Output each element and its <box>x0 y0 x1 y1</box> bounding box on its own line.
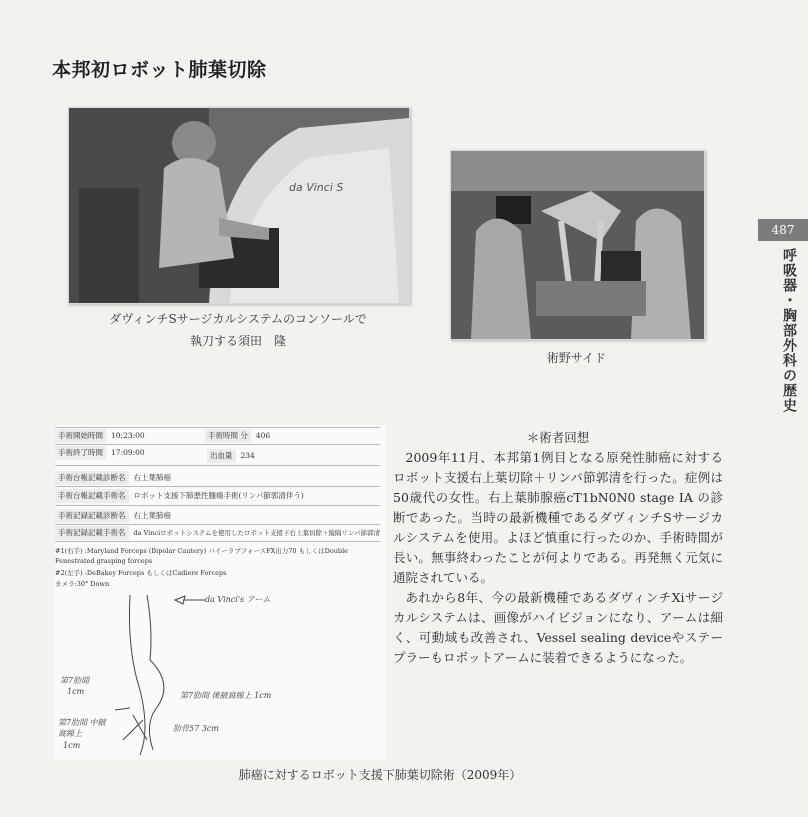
surgeon-recollection <box>393 428 723 668</box>
port-annotation-3-size: 1cm <box>63 741 81 750</box>
ledger-procedure-label: 手術台帳記載手術名 <box>55 489 129 503</box>
end-time-label: 手術終了時間 <box>55 446 106 460</box>
start-time-label: 手術開始時間 <box>55 429 106 443</box>
console-caption-line2: 執刀する須田 隆 <box>189 334 286 348</box>
blood-loss-label: 出血量 <box>207 449 236 463</box>
record-blood-row <box>207 449 255 463</box>
record-diagnosis-label: 手術記録記載診断名 <box>55 509 129 523</box>
record-duration-row <box>205 429 270 443</box>
essay-heading: ＊術者回想 <box>526 430 590 445</box>
console-photo-image <box>69 108 409 303</box>
essay-paragraph-1: 2009年11月、本邦第1例目となる原発性肺癌に対するロボット支援右上葉切除＋リンパ節郭清を行った。症例は50歳代の女性。右上葉肺腺癌cT1bN0N0 stage IA の診断であった。当時の最新機種であるダヴィンチSサージカルシステムを使用。よほど慎重に行ったのか、手術時間が長い。無事終わったことが何よりである。再発無く元気に通院されている。 <box>393 450 723 585</box>
page-title: 本邦初ロボット肺葉切除 <box>52 59 267 81</box>
record-start-row <box>55 429 145 443</box>
blood-loss-value: 234 <box>240 451 255 460</box>
record-procedure-label: 手術記録記載手術名 <box>55 526 129 540</box>
record-diagnosis-value: 右上葉肺癌 <box>133 511 171 520</box>
ledger-diagnosis-label: 手術台帳記載診断名 <box>55 471 129 485</box>
ledger-diagnosis-value: 右上葉肺癌 <box>133 473 171 482</box>
duration-label: 手術時間 分 <box>205 429 251 443</box>
record-row-3 <box>55 509 171 523</box>
console-caption-line1: ダヴィンチSサージカルシステムのコンソールで <box>109 312 367 326</box>
record-row-4 <box>55 526 380 540</box>
page-number: 487 <box>758 219 808 241</box>
record-end-row <box>55 446 145 460</box>
davinci-logo-text: da Vinci S <box>289 181 344 194</box>
record-procedure-value: da Vinciロボットシステムを使用したロボット支援下右上葉切除＋縦隔リンパ節郭清 <box>133 529 381 537</box>
duration-value: 406 <box>255 431 271 440</box>
instrument-note-1: #1(右手) :Maryland Forceps (Bipolar Cautery) バイーラブフォースFX出力70 もしくはDouble Fenestrated grasping forceps <box>55 547 349 565</box>
bottom-caption: 肺癌に対するロボット支援下肺葉切除術（2009年） <box>238 768 522 782</box>
end-time-value: 17:09:00 <box>111 448 145 457</box>
record-row-1 <box>55 471 171 485</box>
surgical-field-image <box>451 151 704 339</box>
instrument-note-2: #2(左手) :DeBakey Forceps もしくはCadiere Forceps <box>55 569 227 577</box>
console-photo-caption <box>68 308 408 352</box>
surgical-field-photo <box>450 150 705 340</box>
start-time-value: 10:23:00 <box>111 431 145 440</box>
camera-note: カメラ:30° Down <box>55 580 110 588</box>
port-annotation-2: 第7肋間 後腋窩線上 1cm <box>180 691 272 700</box>
ledger-procedure-value: ロボット支援下肺悪性腫瘍手術(リンパ節郭清伴う) <box>133 491 304 500</box>
essay-paragraph-2: あれから8年、今の最新機種であるダヴィンチXiサージカルシステムは、画像がハイビジョンになり、アームは細く、可動域も改善され、Vessel sealing deviceやステープラーもロボットアームに装着できるようになった。 <box>393 590 723 665</box>
port-annotation-1: 第7肋間 <box>60 676 90 685</box>
console-photo <box>68 107 410 304</box>
section-title: 呼吸器・胸部外科の歴史 <box>781 248 797 413</box>
record-row-2 <box>55 489 304 503</box>
arm-annotation: da Vinci's アーム <box>205 595 271 604</box>
surgical-field-caption: 術野サイド <box>546 351 607 365</box>
port-annotation-4: 肋骨57 3cm <box>173 724 219 733</box>
port-annotation-3: 第7肋間 中腋窩線上 <box>58 718 106 738</box>
port-annotation-1-size: 1cm <box>67 687 85 696</box>
surgical-record <box>55 425 385 760</box>
